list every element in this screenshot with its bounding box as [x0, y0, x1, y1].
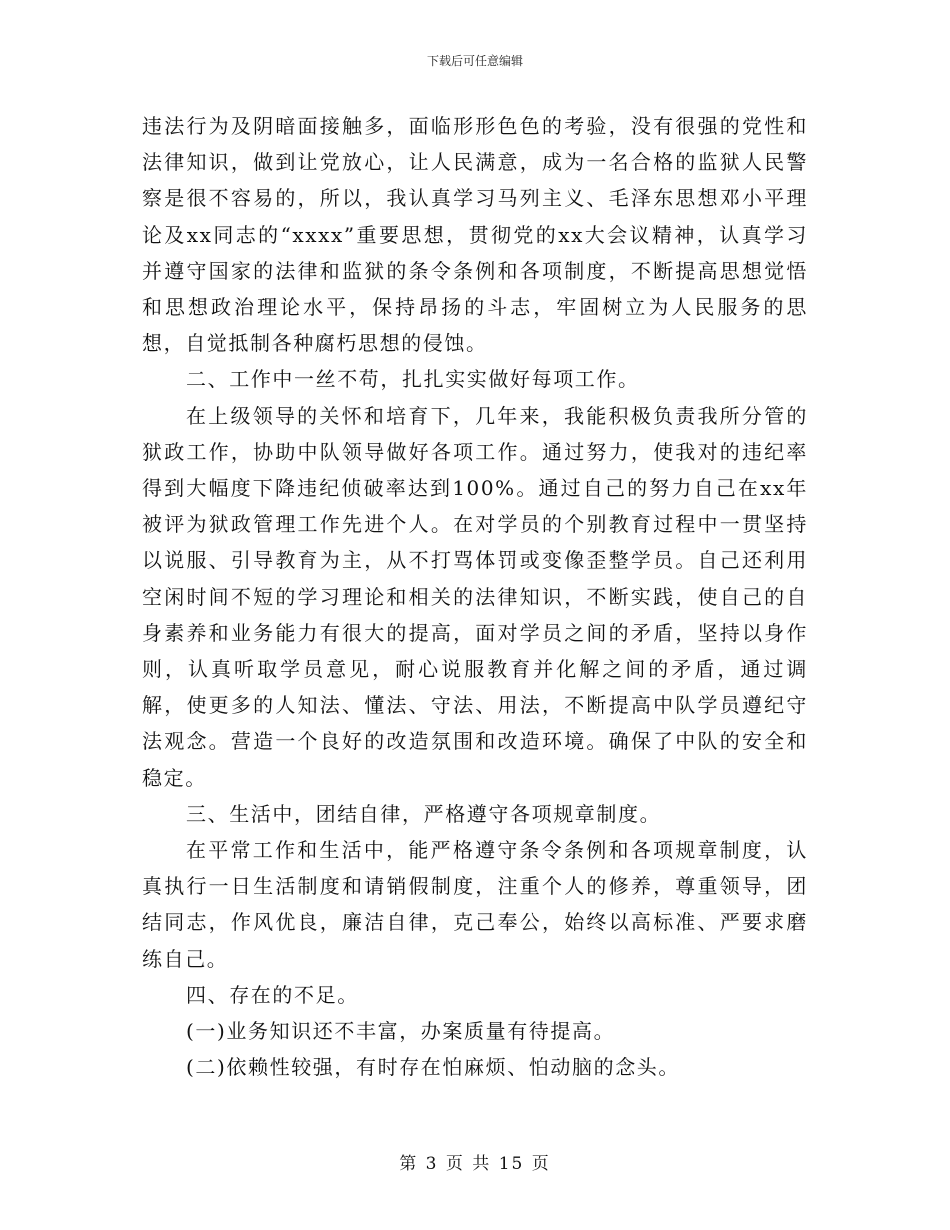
- paragraph-life: 在平常工作和生活中，能严格遵守条令条例和各项规章制度，认真执行一日生活制度和请销假制度，注重个人的修养，尊重领导，团结同志，作风优良，廉洁自律，克己奉公，始终以高标准、严要求磨练自己。: [142, 838, 808, 971]
- list-item-shortcoming-2: (二)依赖性较强，有时存在怕麻烦、怕动脑的念头。: [186, 1055, 681, 1080]
- document-body: [142, 108, 808, 1085]
- page-number: 第 3 页 共 15 页: [399, 1154, 551, 1174]
- paragraph-continuation: 违法行为及阴暗面接触多，面临形形色色的考验，没有很强的党性和法律知识，做到让党放心，让人民满意，成为一名合格的监狱人民警察是很不容易的，所以，我认真学习马列主义、毛泽东思想邓小平理论及xx同志的“xxxx”重要思想，贯彻党的xx大会议精神，认真学习并遵守国家的法律和监狱的条令条例和各项制度，不断提高思想觉悟和思想政治理论水平，保持昂扬的斗志，牢固树立为人民服务的思想，自觉抵制各种腐朽思想的侵蚀。: [142, 114, 808, 356]
- list-item-shortcoming-1: (一)业务知识还不丰富，办案质量有待提高。: [186, 1019, 616, 1044]
- section-heading-life: 三、生活中，团结自律，严格遵守各项规章制度。: [186, 801, 662, 826]
- section-heading-shortcomings: 四、存在的不足。: [186, 982, 359, 1007]
- page-header: 下载后可任意编辑: [426, 54, 523, 68]
- paragraph-work: 在上级领导的关怀和培育下，几年来，我能积极负责我所分管的狱政工作，协助中队领导做好各项工作。通过努力，使我对的违纪率得到大幅度下降违纪侦破率达到100%。通过自己的努力自己在xx年被评为狱政管理工作先进个人。在对学员的个别教育过程中一贯坚持以说服、引导教育为主，从不打骂体罚或变像歪整学员。自己还利用空闲时间不短的学习理论和相关的法律知识，不断实践，使自己的自身素养和业务能力有很大的提高，面对学员之间的矛盾，坚持以身作则，认真听取学员意见，耐心说服教育并化解之间的矛盾，通过调解，使更多的人知法、懂法、守法、用法，不断提高中队学员遵纪守法观念。营造一个良好的改造氛围和改造环境。确保了中队的安全和稳定。: [142, 403, 808, 790]
- section-heading-work: 二、工作中一丝不苟，扎扎实实做好每项工作。: [186, 367, 640, 392]
